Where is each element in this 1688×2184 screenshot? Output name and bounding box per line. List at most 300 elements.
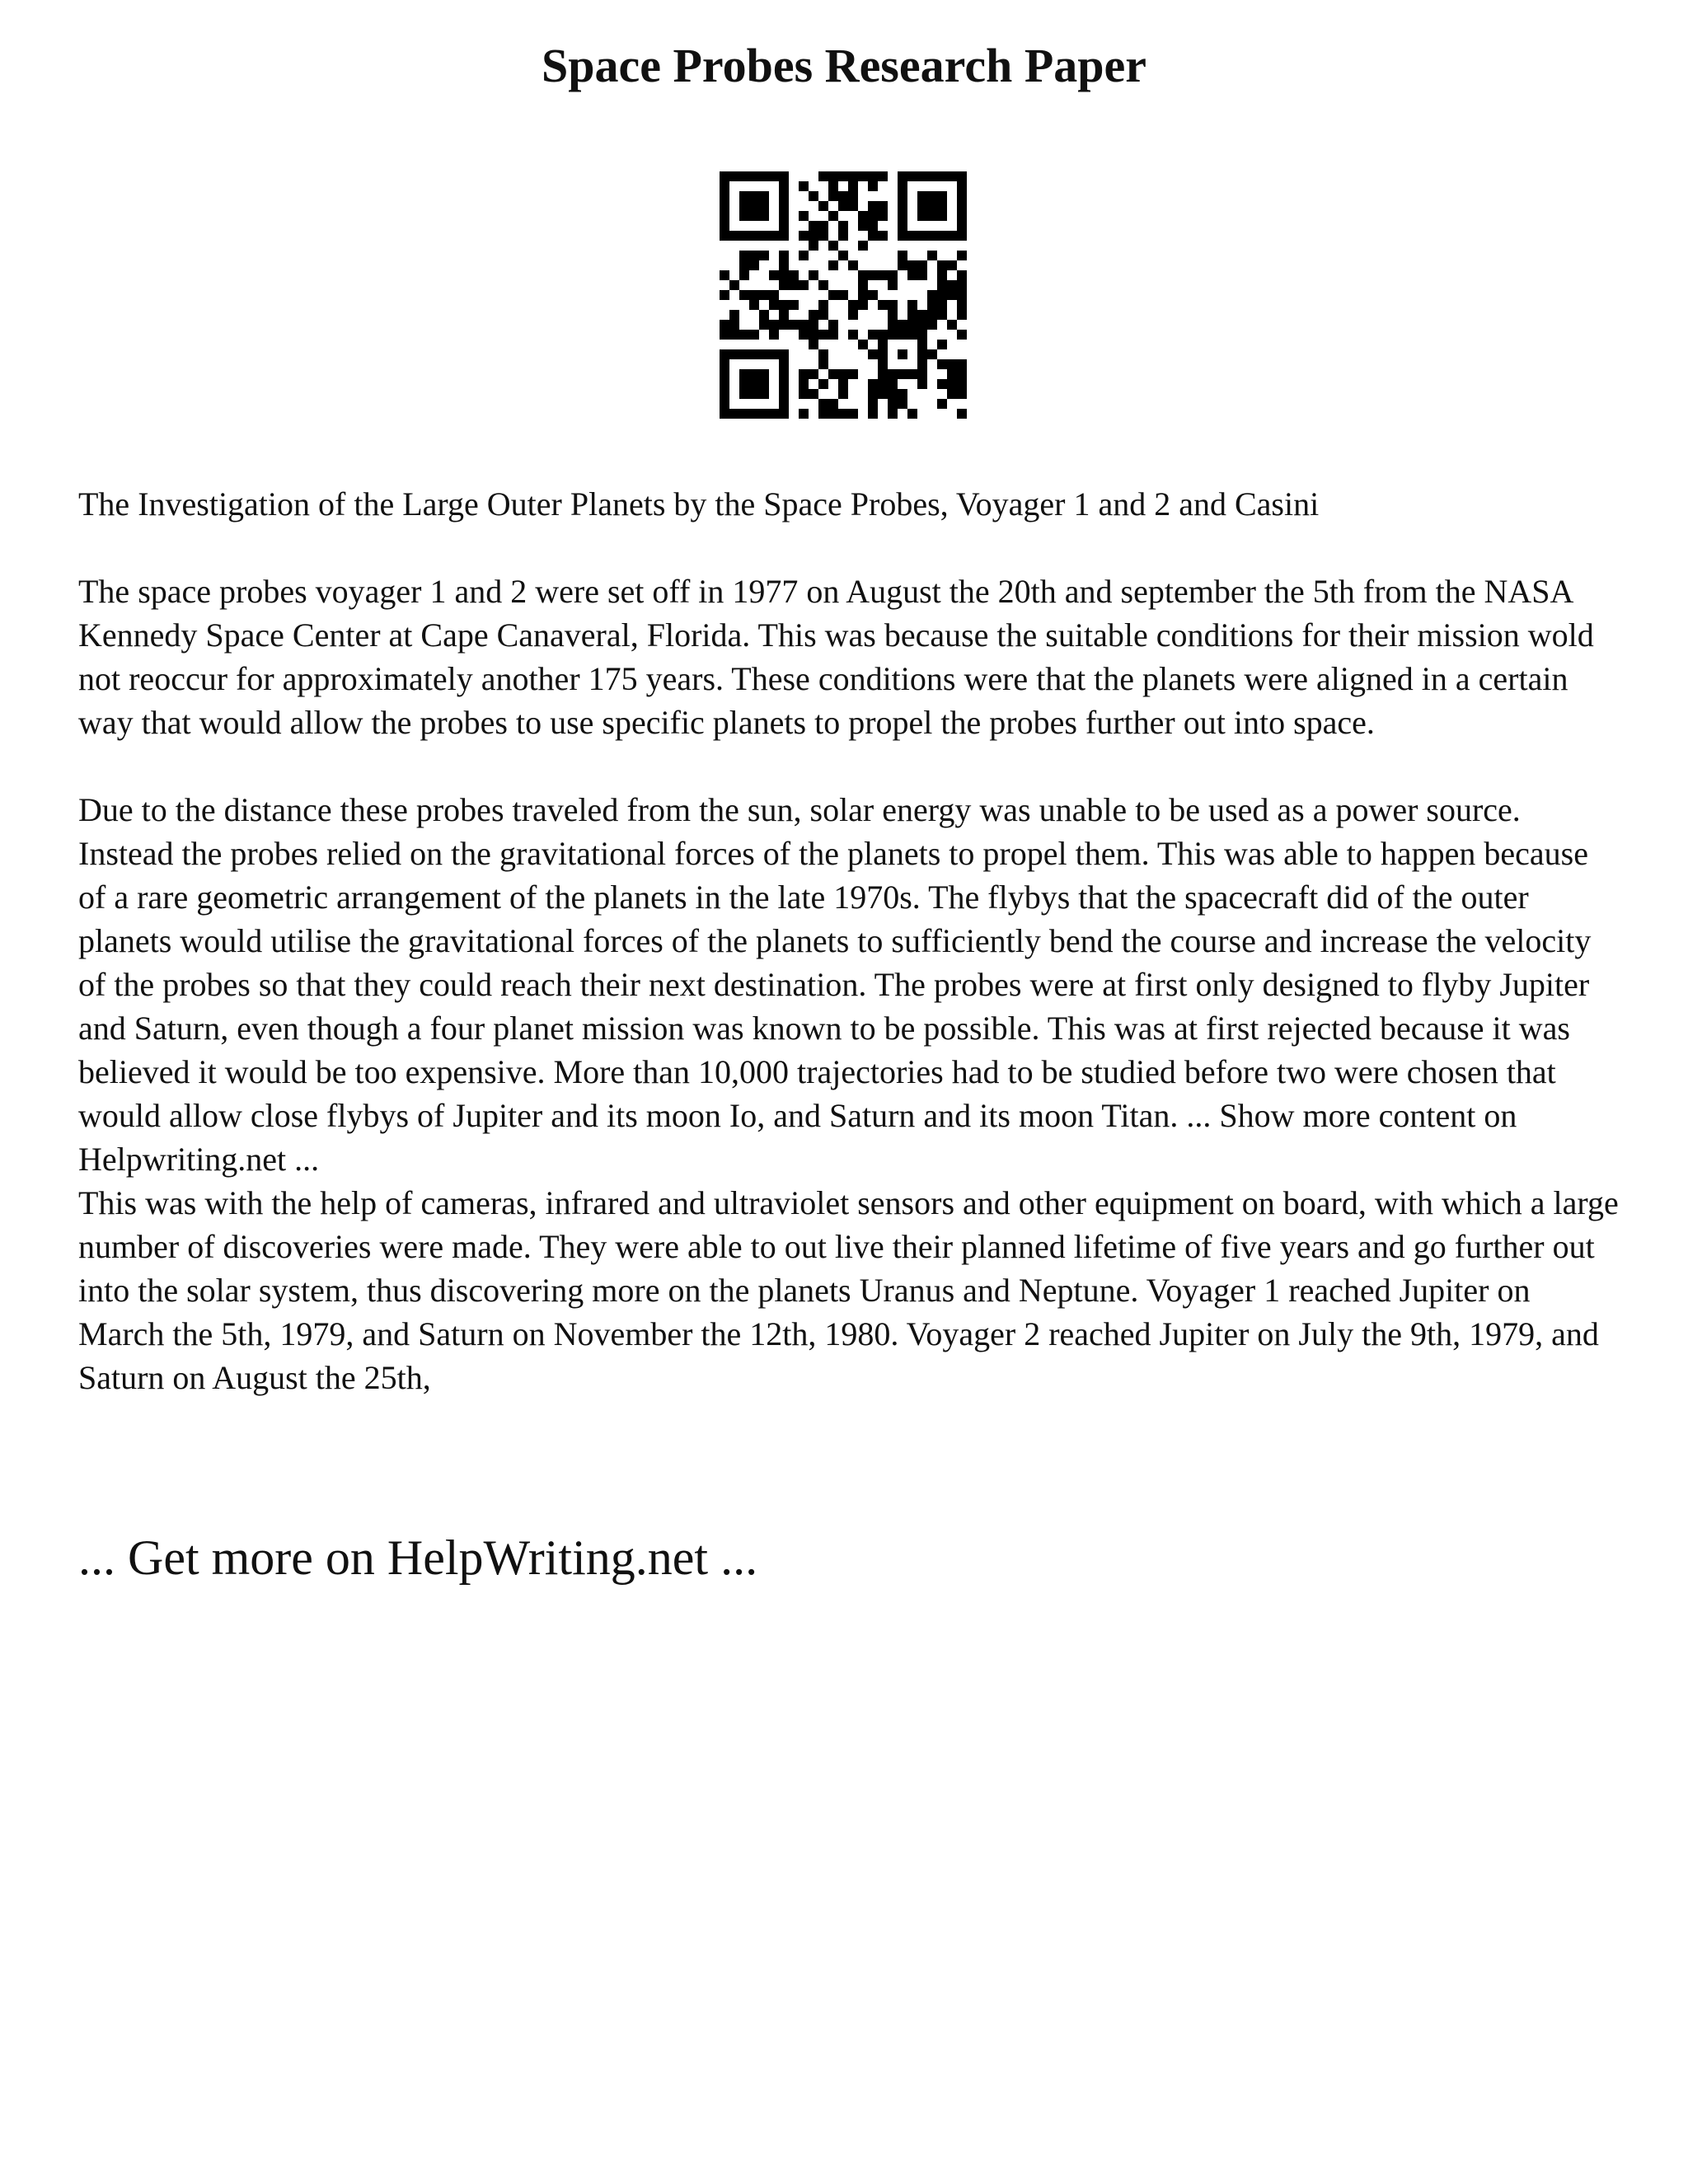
qr-code-graphic [720, 171, 967, 419]
qr-module [759, 320, 769, 330]
qr-module [739, 270, 749, 280]
qr-module [838, 251, 848, 260]
qr-module [927, 231, 937, 241]
qr-module [720, 201, 729, 211]
qr-module [937, 260, 947, 270]
qr-module [838, 369, 848, 379]
qr-module [739, 211, 749, 221]
qr-module [779, 409, 789, 419]
qr-module [898, 211, 907, 221]
qr-module [779, 349, 789, 359]
qr-module [799, 379, 809, 389]
qr-module [927, 320, 937, 330]
qr-module [868, 330, 878, 340]
qr-module [937, 231, 947, 241]
qr-module [878, 330, 888, 340]
qr-module [749, 379, 759, 389]
qr-module [759, 290, 769, 300]
qr-module [858, 241, 868, 251]
qr-module [720, 211, 729, 221]
qr-module [759, 369, 769, 379]
qr-module [739, 251, 749, 260]
qr-module [888, 310, 898, 320]
qr-module [878, 389, 888, 399]
qr-module [917, 270, 927, 280]
qr-module [749, 201, 759, 211]
qr-module [749, 330, 759, 340]
qr-module [957, 280, 967, 290]
qr-module [927, 201, 937, 211]
qr-module [957, 231, 967, 241]
qr-module [957, 270, 967, 280]
qr-module [917, 340, 927, 349]
qr-module [937, 340, 947, 349]
qr-module [858, 221, 868, 231]
qr-module [720, 270, 729, 280]
qr-module [957, 310, 967, 320]
qr-module [809, 369, 818, 379]
qr-module [809, 330, 818, 340]
intro-paragraph: The Investigation of the Large Outer Planets by the Space Probes, Voyager 1 and 2 and Casini [78, 485, 1320, 523]
qr-module [907, 270, 917, 280]
paragraph-gap [78, 744, 1620, 788]
qr-module [720, 221, 729, 231]
qr-module [868, 171, 878, 181]
launch-paragraph: The space probes voyager 1 and 2 were set off in 1977 on August the 20th and september the 5th from the NASA Kennedy Space Center at Cape Canaveral, Florida. This was because the suitable conditions for their mission wold not reoccur for approximately another 175 years. These conditions were that the planets were aligned in a certain way that would allow the probes to use specific planets to propel the probes further out into space. [78, 573, 1594, 741]
qr-module [937, 399, 947, 409]
qr-module [927, 300, 937, 310]
qr-module [720, 171, 729, 181]
qr-module [759, 310, 769, 320]
qr-module [759, 201, 769, 211]
qr-module [957, 359, 967, 369]
qr-module [907, 330, 917, 340]
qr-module [818, 379, 828, 389]
qr-module [868, 221, 878, 231]
qr-module [957, 191, 967, 201]
qr-module [848, 191, 858, 201]
qr-module [838, 171, 848, 181]
qr-module [769, 171, 779, 181]
qr-module [828, 191, 838, 201]
qr-module [818, 330, 828, 340]
qr-module [818, 310, 828, 320]
qr-module [818, 300, 828, 310]
qr-module [868, 290, 878, 300]
qr-module [917, 231, 927, 241]
qr-module [818, 409, 828, 419]
qr-module [888, 330, 898, 340]
qr-module [720, 290, 729, 300]
qr-module [799, 369, 809, 379]
qr-module [957, 201, 967, 211]
qr-module [759, 191, 769, 201]
qr-module [809, 389, 818, 399]
qr-module [898, 320, 907, 330]
qr-module [937, 270, 947, 280]
qr-module [848, 171, 858, 181]
qr-module [947, 320, 957, 330]
qr-module [749, 171, 759, 181]
qr-module [868, 211, 878, 221]
qr-module [779, 260, 789, 270]
qr-module [957, 330, 967, 340]
qr-module [917, 379, 927, 389]
qr-module [828, 369, 838, 379]
qr-module [878, 379, 888, 389]
qr-module [937, 300, 947, 310]
qr-module [720, 349, 729, 359]
qr-module [947, 171, 957, 181]
qr-module [927, 251, 937, 260]
qr-module [898, 260, 907, 270]
qr-module [749, 260, 759, 270]
discoveries-paragraph: This was with the help of cameras, infrared and ultraviolet sensors and other equipment on board, with which a large number of discoveries were made. They were able to out live their planned lifetime of five years and go further out into the solar system, thus discovering more on the planets Uranus and Neptune. Voyager 1 reached Jupiter on March the 5th, 1979, and Saturn on November the 12th, 1980. Voyager 2 reached Jupiter on July the 9th, 1979, and Saturn on August the 25th, [78, 1184, 1619, 1396]
qr-module [828, 181, 838, 191]
qr-module [749, 409, 759, 419]
qr-module [759, 251, 769, 260]
page-title: Space Probes Research Paper [541, 39, 1146, 92]
qr-module [878, 340, 888, 349]
qr-module [779, 270, 789, 280]
qr-module [937, 379, 947, 389]
qr-module [917, 201, 927, 211]
qr-module [720, 379, 729, 389]
qr-module [779, 181, 789, 191]
qr-module [799, 231, 809, 241]
qr-module [898, 251, 907, 260]
qr-module [720, 389, 729, 399]
qr-module [937, 280, 947, 290]
qr-module [907, 369, 917, 379]
qr-module [838, 379, 848, 389]
get-more-link[interactable]: ... Get more on HelpWriting.net ... [78, 1530, 758, 1585]
qr-module [759, 379, 769, 389]
qr-module [898, 201, 907, 211]
qr-module [818, 171, 828, 181]
qr-module [917, 359, 927, 369]
qr-module [769, 349, 779, 359]
qr-module [739, 231, 749, 241]
qr-module [898, 221, 907, 231]
qr-module [779, 251, 789, 260]
qr-module [957, 379, 967, 389]
qr-module [878, 171, 888, 181]
qr-module [868, 231, 878, 241]
qr-module [917, 260, 927, 270]
qr-module [907, 310, 917, 320]
qr-module [828, 171, 838, 181]
qr-module [779, 310, 789, 320]
qr-module [937, 211, 947, 221]
qr-module [917, 349, 927, 359]
qr-module [818, 221, 828, 231]
qr-module [888, 280, 898, 290]
qr-module [749, 369, 759, 379]
qr-module [720, 181, 729, 191]
qr-module [739, 389, 749, 399]
qr-module [947, 359, 957, 369]
qr-module [878, 359, 888, 369]
qr-module [799, 280, 809, 290]
qr-module [868, 379, 878, 389]
qr-module [888, 300, 898, 310]
qr-module [818, 201, 828, 211]
qr-module [739, 290, 749, 300]
qr-module [720, 330, 729, 340]
qr-module [907, 409, 917, 419]
qr-module [779, 211, 789, 221]
qr-module [957, 409, 967, 419]
qr-module [789, 280, 799, 290]
qr-module [927, 191, 937, 201]
qr-module [779, 389, 789, 399]
qr-module [937, 201, 947, 211]
qr-module [848, 330, 858, 340]
qr-module [828, 211, 838, 221]
qr-module [907, 171, 917, 181]
qr-module [927, 171, 937, 181]
qr-module [937, 359, 947, 369]
qr-module [739, 409, 749, 419]
qr-module [888, 379, 898, 389]
qr-module [828, 320, 838, 330]
paragraph-gap [78, 526, 1620, 569]
qr-module [749, 389, 759, 399]
qr-module [799, 251, 809, 260]
qr-module [729, 280, 739, 290]
qr-module [838, 221, 848, 231]
qr-module [739, 201, 749, 211]
qr-module [720, 231, 729, 241]
qr-module [957, 389, 967, 399]
qr-module [769, 300, 779, 310]
qr-module [907, 300, 917, 310]
body-text [78, 482, 1620, 1399]
qr-module [779, 171, 789, 181]
qr-code-icon [720, 171, 967, 419]
qr-module [838, 409, 848, 419]
qr-module [957, 251, 967, 260]
qr-module [809, 310, 818, 320]
qr-module [957, 221, 967, 231]
qr-module [749, 349, 759, 359]
qr-module [828, 290, 838, 300]
qr-module [868, 201, 878, 211]
qr-module [898, 231, 907, 241]
qr-module [898, 191, 907, 201]
qr-module [868, 389, 878, 399]
qr-module [888, 389, 898, 399]
qr-module [858, 171, 868, 181]
qr-module [888, 320, 898, 330]
qr-module [888, 409, 898, 419]
qr-module [898, 369, 907, 379]
qr-module [848, 369, 858, 379]
qr-module [729, 310, 739, 320]
qr-module [947, 231, 957, 241]
qr-module [759, 409, 769, 419]
qr-module [759, 231, 769, 241]
qr-module [917, 211, 927, 221]
qr-module [779, 359, 789, 369]
qr-module [957, 300, 967, 310]
qr-module [917, 171, 927, 181]
qr-module [818, 359, 828, 369]
qr-module [779, 221, 789, 231]
qr-module [848, 201, 858, 211]
qr-module [927, 349, 937, 359]
qr-module [749, 211, 759, 221]
qr-module [898, 389, 907, 399]
qr-module [917, 320, 927, 330]
qr-module [838, 389, 848, 399]
qr-module [799, 409, 809, 419]
qr-module [720, 191, 729, 201]
qr-module [868, 409, 878, 419]
qr-module [957, 171, 967, 181]
qr-module [818, 349, 828, 359]
qr-module [878, 270, 888, 280]
qr-module [907, 320, 917, 330]
qr-module [759, 171, 769, 181]
qr-module [858, 290, 868, 300]
qr-module [729, 171, 739, 181]
qr-module [739, 379, 749, 389]
qr-module [818, 231, 828, 241]
qr-module [957, 181, 967, 191]
qr-module [769, 320, 779, 330]
qr-module [720, 369, 729, 379]
qr-module [937, 290, 947, 300]
qr-module [779, 399, 789, 409]
qr-module [927, 211, 937, 221]
qr-module [927, 310, 937, 320]
qr-module [779, 379, 789, 389]
qr-module [848, 409, 858, 419]
qr-module [809, 231, 818, 241]
qr-module [828, 409, 838, 419]
qr-module [828, 241, 838, 251]
qr-module [779, 369, 789, 379]
qr-module [818, 280, 828, 290]
qr-module [947, 260, 957, 270]
qr-module [858, 280, 868, 290]
qr-module [759, 211, 769, 221]
qr-module [957, 290, 967, 300]
qr-module [779, 280, 789, 290]
qr-module [769, 409, 779, 419]
qr-module [838, 231, 848, 241]
qr-module [957, 369, 967, 379]
qr-module [868, 181, 878, 191]
qr-module [907, 231, 917, 241]
qr-module [818, 399, 828, 409]
qr-module [927, 290, 937, 300]
qr-module [779, 191, 789, 201]
qr-module [917, 369, 927, 379]
propulsion-paragraph: Due to the distance these probes traveled from the sun, solar energy was unable to be used as a power source. Instead the probes relied on the gravitational forces of the planets to propel them. This was able to happen because of a rare geometric arrangement of the planets in the late 1970s. The flybys that the spacecraft did of the outer planets would utilise the gravitational forces of the planets to sufficiently bend the course and increase the velocity of the probes so that they could reach their next destination. The probes were at first only designed to flyby Jupiter and Saturn, even though a four planet mission was known to be possible. This was at first rejected because it was believed it would be too expensive. More than 10,000 trajectories had to be studied before two were chosen that would allow close flybys of Jupiter and its moon Io, and Saturn and its moon Titan. ... Show more content on Helpwriting.net ... [78, 791, 1592, 1178]
qr-module [828, 260, 838, 270]
qr-module [749, 300, 759, 310]
qr-module [917, 330, 927, 340]
qr-module [868, 349, 878, 359]
qr-module [848, 300, 858, 310]
qr-module [789, 300, 799, 310]
qr-module [858, 340, 868, 349]
qr-module [937, 310, 947, 320]
qr-module [898, 181, 907, 191]
qr-module [878, 349, 888, 359]
qr-module [937, 171, 947, 181]
qr-module [720, 320, 729, 330]
qr-module [729, 349, 739, 359]
qr-module [878, 201, 888, 211]
qr-module [739, 191, 749, 201]
qr-module [799, 211, 809, 221]
qr-module [789, 320, 799, 330]
qr-module [809, 191, 818, 201]
qr-module [848, 181, 858, 191]
qr-module [878, 211, 888, 221]
qr-module [799, 320, 809, 330]
qr-module [739, 330, 749, 340]
qr-module [809, 241, 818, 251]
qr-module [769, 231, 779, 241]
qr-module [858, 270, 868, 280]
qr-module [769, 270, 779, 280]
qr-module [868, 399, 878, 409]
qr-module [917, 191, 927, 201]
qr-module [898, 330, 907, 340]
qr-module [809, 320, 818, 330]
qr-module [947, 379, 957, 389]
qr-module [729, 231, 739, 241]
qr-module [917, 310, 927, 320]
qr-module [838, 290, 848, 300]
qr-module [799, 389, 809, 399]
qr-module [828, 399, 838, 409]
qr-module [868, 270, 878, 280]
qr-module [720, 359, 729, 369]
qr-module [947, 290, 957, 300]
qr-module [749, 191, 759, 201]
qr-module [739, 369, 749, 379]
qr-module [809, 340, 818, 349]
qr-module [779, 300, 789, 310]
qr-module [759, 349, 769, 359]
qr-module [888, 369, 898, 379]
qr-module [809, 270, 818, 280]
qr-module [799, 330, 809, 340]
qr-module [838, 201, 848, 211]
qr-module [828, 330, 838, 340]
qr-module [729, 409, 739, 419]
qr-module [799, 181, 809, 191]
qr-module [749, 231, 759, 241]
qr-module [809, 221, 818, 231]
qr-module [789, 270, 799, 280]
qr-module [947, 280, 957, 290]
qr-module [769, 330, 779, 340]
qr-module [858, 300, 868, 310]
qr-module [769, 290, 779, 300]
qr-module [848, 310, 858, 320]
qr-module [878, 369, 888, 379]
qr-module [898, 171, 907, 181]
qr-module [878, 231, 888, 241]
qr-module [759, 389, 769, 399]
